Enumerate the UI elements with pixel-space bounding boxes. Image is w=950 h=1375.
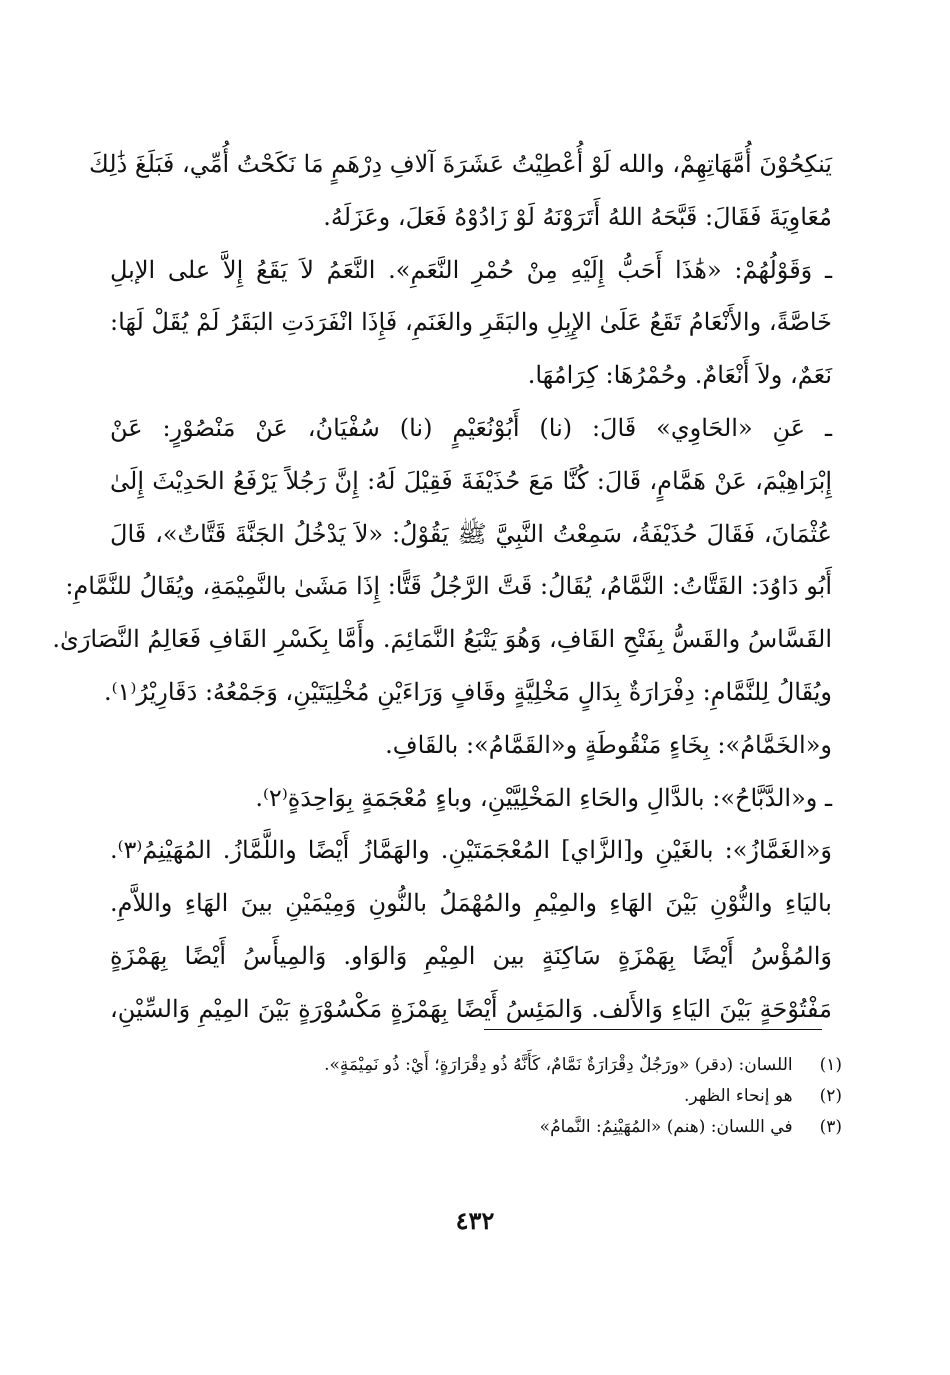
footnote-text: في اللسان: (هنم) «المُهَيْنِمُ: النَّمامُ» — [539, 1117, 793, 1137]
footnote-text: اللسان: (دقر) «ورَجُلٌ دِقْرَارَةٌ نَمَّامٌ، كَأَنَّهُ ذُو دِقْرَارَةٍ؛ أَيْ: ذُو نَمِيْمَةٍ». — [324, 1055, 793, 1075]
text-line-13: ـ و«الدَّبَّاحُ»: بالدَّالِ والحَاءِ المَخْلِيَّيْنِ، وباءٍ مُعْجَمَةٍ بِوَاحِدَةٍ⁽٢⁾. — [255, 783, 832, 812]
text-line-4: خَاصَّةً، والأَنْعَامُ تَقَعُ عَلَىٰ الإِبِلِ والبَقَرِ والغَنَمِ، فَإِذَا انْفَرَدَتِ البَقَرُ لَمْ يُقَلْ لَهَا: — [110, 308, 832, 337]
text-line-16: وَالمُؤْسُ أَيْضًا بِهَمْزَةٍ سَاكِنَةٍ بين المِيْمِ وَالوَاو. وَالمِيأَسُ أَيْضًا بِهَمْزَةٍ — [110, 941, 832, 970]
footnote-number: (٣) — [819, 1117, 842, 1137]
text-line-14: وَ«الغَمَّازُ»: بالغَيْنِ و[الزَّاي] المُعْجَمَتَيْنِ. والهَمَّازُ أَيْضًا واللَّمَّازُ. المُهَيْنِمُ⁽٣⁾. — [110, 836, 832, 865]
text-line-5: نَعَمٌ، ولاَ أَنْعَامٌ. وحُمْرُهَا: كِرَامُهَا. — [527, 361, 832, 390]
text-line-12: و«الخَمَّامُ»: بِخَاءٍ مَنْقُوطَةٍ و«القَمَّامُ»: بالقَافِ. — [385, 730, 832, 759]
text-line-9: أَبُو دَاوُدَ: القَتَّاتُ: النَّمَّامُ، يُقَالُ: قَتَّ الرَّجُلُ قَتًّا: إِذَا مَشَىٰ بالنَّمِيْمَةِ، ويُقَالُ للنَّمَّامِ: — [65, 572, 832, 601]
text-line-7: إِبْرَاهِيْمَ، عَنْ هَمَّامٍ، قَالَ: كُنَّا مَعَ حُذَيْفَةَ فَقِيْلَ لَهُ: إِنَّ رَجُلاً يَرْفَعُ الحَدِيْثَ إِلَىٰ — [110, 466, 832, 495]
text-line-17: مَفْتُوْحَةٍ بَيْنَ اليَاءِ وَالأَلف. وَالمَئِسُ أَيْضًا بِهَمْزَةٍ مَكْسُوْرَةٍ بَيْنَ المِيْمِ وَالسِّيْنِ، — [110, 994, 832, 1023]
footnotes — [110, 1050, 842, 1143]
text-line-11: ويُقَالُ لِلنَّمَّامِ: دِفْرَارَةٌ بِدَالٍ مَخْلِيَّةٍ وقَافٍ وَرَاءَيْنِ مُخْلِيَتَيْنِ، وَجَمْعُهُ: دَقَارِيْرُ⁽١⁾. — [104, 677, 832, 706]
footnote-text: هو إنحاء الظهر. — [683, 1086, 793, 1106]
text-line-6: ـ عَنِ «الحَاوِي» قَالَ: (نا) أَبُوْنُعَيْمٍ (نا) سُفْيَانُ، عَنْ مَنْصُوْرٍ: عَنْ — [110, 413, 832, 442]
main-text — [52, 138, 833, 1036]
footnote-divider — [484, 1029, 822, 1030]
footnote-3 — [110, 1112, 842, 1143]
footnote-1 — [110, 1050, 842, 1081]
text-line-1: يَنكِحُوْنَ أُمَّهَاتِهِمْ، والله لَوْ أُعْطِيْتُ عَشَرَةَ آلافِ دِرْهَمٍ مَا نَكَحْتُ أُمِّي، فَبَلَغَ ذَٰلِكَ — [89, 150, 832, 178]
text-line-3: ـ وَقَوْلُهُمْ: «هَٰذَا أَحَبُّ إِلَيْهِ مِنْ حُمْرِ النَّعَمِ». النَّعَمُ لاَ يَقَعُ إِلاَّ على الإبلِ — [110, 255, 833, 284]
text-line-10: القَسَّاسُ والقَسُّ بِفَتْحِ القَافِ، وَهُوَ يَتْبَعُ النَّمَائِمَ. وأَمَّا بِكَسْرِ القَافِ فَعَالِمُ النَّصَارَىٰ. — [52, 625, 832, 654]
text-line-2: مُعَاوِيَةَ فَقَالَ: قَبَّحَهُ اللهُ أَتَرَوْنَهُ لَوْ زَادُوْهُ فَعَلَ، وعَزَلَهُ. — [323, 202, 832, 231]
footnote-2 — [110, 1081, 842, 1112]
page-number: ٤٣٢ — [455, 1206, 495, 1235]
text-line-8: عُثْمَانَ، فَقَالَ حُذَيْفَةُ، سَمِعْتُ النَّبِيَّ ﷺ يَقُوْلُ: «لاَ يَدْخُلُ الجَنَّةَ قَتَّاتٌ»، قَالَ — [110, 519, 832, 548]
footnote-number: (١) — [819, 1055, 842, 1075]
text-line-15: باليَاءِ والنُّوْنِ بَيْنَ الهَاءِ والمِيْمِ والمُهْمَلُ بالنُّونِ وَمِيْمَيْنِ بينَ الهَاءِ واللاَّمِ. — [110, 889, 832, 918]
footnote-number: (٢) — [819, 1086, 842, 1106]
